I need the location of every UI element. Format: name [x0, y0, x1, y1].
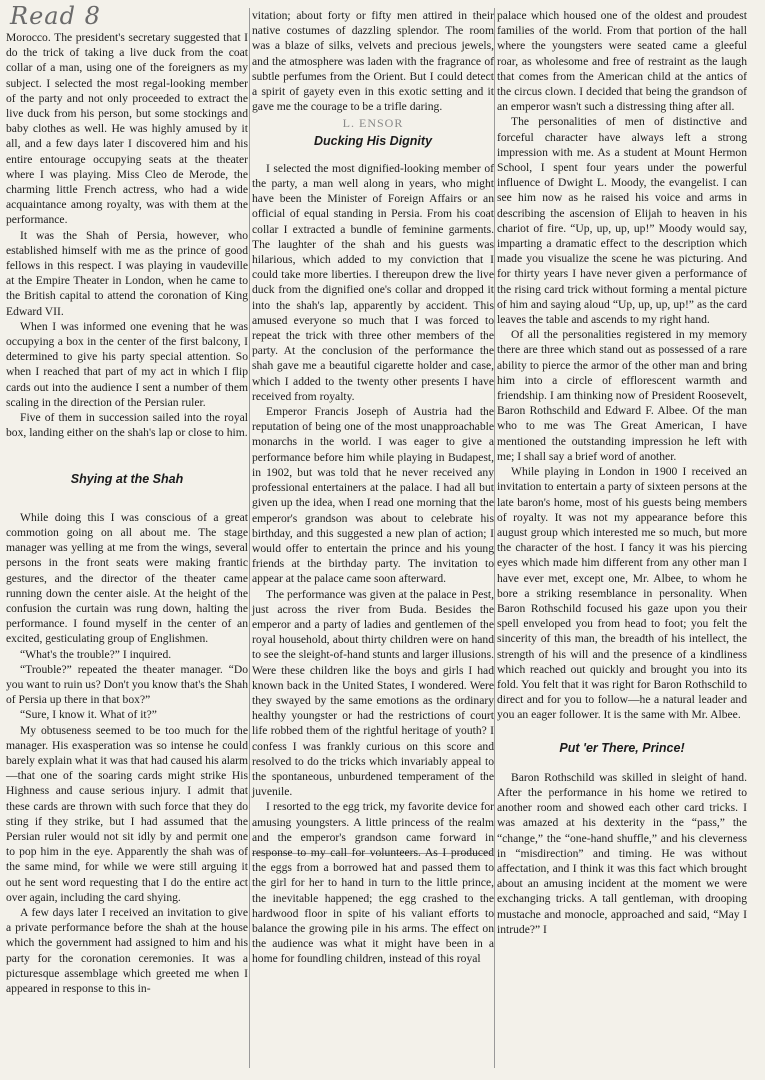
illustration-credit: L. ENSOR: [342, 116, 404, 131]
paragraph: palace which housed one of the oldest and proudest families of the world. From that portion of the hall where the youngsters were seated came a gleeful roar, as wholesome and free of restraint as the laugh that comes from the American child at the antics of the circus clown. I decided that being the grandson of an emperor wasn't such a distressing thing after all.: [497, 9, 747, 114]
handwritten-annotation: Read 8: [10, 2, 101, 30]
paragraph: Baron Rothschild was skilled in sleight of hand. After the performance in his home we retired to another room and showed each other card tricks. I was amazed at his dexterity in the “pass,” the “change,” the “one-hand shuffle,” and his cleverness in “misdirection” and timing. He was without affectation, and I think it was this fact which brought about an amusing incident at the moment we were exchanging tricks. A tall gentleman, with drooping mustache and monocle, approached and said, “May I intrude?” I: [497, 770, 747, 936]
text-column-right: [497, 8, 747, 937]
paragraph: A few days later I received an invitation to give a private performance before the shah at the house which the government had assigned to him and his party for the coronation ceremonies. It was a picturesque assemblage which greeted me when I appeared in response to this in-: [6, 905, 248, 995]
paragraph: It was the Shah of Persia, however, who established himself with me as the prince of good fellows in this respect. I was playing in vaudeville at the Empire Theater in London, when he came to the British capital to attend the coronation of King Edward VII.: [6, 228, 248, 318]
paragraph: Morocco. The president's secretary suggested that I do the trick of taking a live duck from the coat collar of a man, using one of the foreigners as my subject. I selected the most regal-looking member of the party and not only proceeded to extract the live duck from his person, but some stockings and baby clothes as well. He was highly amused by it all, and a few days later I discovered him and his entire entourage occupying seats at the theater where I was playing. Miss Cleo de Merode, the charming little French actress, who had a wide acquaintance among royalty, was with them at the performance.: [6, 31, 248, 227]
section-heading: Shying at the Shah: [70, 472, 184, 487]
paragraph: When I was informed one evening that he was occupying a box in the center of the first balcony, I determined to give his party special attention. So when I reached that part of my act in which I flip cards out into the audience I sent a number of them scaling in the direction of the Persian ruler.: [6, 319, 248, 409]
column-divider: [494, 8, 495, 1068]
paragraph: The personalities of men of distinctive and forceful character have always left a strong impression with me. As a student at Mount Hermon School, I spent four years under the powerful influence of Dwight L. Moody, the evangelist. I can see him now as he raised his voice and arms in describing the ascension of Elijah to heaven in his chariot of fire. “Up, up, up, up!” Moody would say, imparting a dramatic effect to the description which made you visualize the scene he was picturing. And for thirty years I have never given a performance of the rising card trick without forming a mental picture of him and saying aloud “Up, up, up, up!” as the card leaves the table and ascends to my right hand.: [497, 115, 747, 327]
paragraph: I selected the most dignified-looking member of the party, a man well along in years, who might have been the Minister of Foreign Affairs or an official of equal standing in Persia. From his coat collar I extracted a bundle of feminine garments. The laughter of the shah and his guests was hilarious, which added to my conviction that I could take more liberties. I thereupon drew the live duck from the dignified one's collar and dropped it into the shah's lap, apparently by accident. This amused everyone so much that I was forced to repeat the trick with three other members of the party. At the conclusion of the performance the shah gave me a beautiful cigarette holder and case, which I added to the twenty other presents I have received from royalty.: [252, 161, 494, 403]
paragraph: While doing this I was conscious of a great commotion going on all about me. The stage manager was yelling at me from the wings, several persons in the front seats were making frantic gestures, and the director of the theater came running down the center aisle. At the height of the confusion the curtain was rung down, halting the performance. I found myself in the center of an excited, gesticulating group of Englishmen.: [6, 510, 248, 646]
paragraph: Five of them in succession sailed into the royal box, landing either on the shah's lap or close to him.: [6, 411, 248, 440]
text-column-middle: [252, 8, 494, 967]
paragraph: The performance was given at the palace in Pest, just across the river from Buda. Besides the emperor and a party of ladies and gentlemen of the royal household, about thirty children were on hand to see the sleight-of-hand stunts and larger illusions. Were these children like the boys and girls I had known back in the United States, I wondered. Were they swayed by the same emotions as the ordinary healthy youngster or had the restrictions of court life robbed them of the rightful heritage of youth? I confess I was frankly curious on this score and resolved to do the tricks which invariably appeal to the spontaneous, unburdened temperament of the juvenile.: [252, 587, 494, 799]
paragraph: “What's the trouble?” I inquired.: [20, 647, 172, 661]
column-divider: [249, 8, 250, 1068]
paragraph: Emperor Francis Joseph of Austria had the reputation of being one of the most unapproachable monarchs in the world. I was eager to give a performance before him while playing in Budapest, in 1902, but was told that he never received any professional entertainers at the palace. I had all but given up the idea, when I read one morning that the emperor's grandson was about to celebrate his birthday, and this suggested a new plan of action; I would offer to entertain the prince and his young friends at the birthday party. The invitation to appear at the palace came soon afterward.: [252, 405, 494, 586]
section-heading: Put 'er There, Prince!: [559, 740, 685, 755]
paragraph: vitation; about forty or fifty men attired in their native costumes of dazzling splendor. The room was a blaze of silks, velvets and precious jewels, and the atmosphere was laden with the fragrance of subtle perfumes from the Orient. But I could detect a spirit of gayety even in this exotic setting and it gave me the courage to be a trifle daring.: [252, 9, 494, 114]
paragraph: My obtuseness seemed to be too much for the manager. His exasperation was so intense he could barely explain what it was that had caused his alarm—that one of the soaring cards might strike His Highness and cause serious injury. I admit that these cards are thrown with such force that they do sting if they strike, but I had assumed that the Persian ruler would not sit idly by and permit one to pop him in the eye. Apparently the shah was of the same mind, for while we were still arguing it out he sent word requesting that I do the entire act over again, including the card shying.: [6, 723, 248, 904]
paragraph: “Trouble?” repeated the theater manager. “Do you want to ruin us? Don't you know that's the Shah of Persia up there in that box?”: [6, 662, 248, 707]
paragraph: While playing in London in 1900 I received an invitation to entertain a party of sixteen persons at the late baron's home, most of his guests being members of royalty. It was not my appearance before this august group which interested me so much, but more the character of the host. I fancy it was his piercing eyes which made him different from any other man I have ever met, except one, Mr. Albee, to whom he bore a striking resemblance in personality. When Baron Rothschild focused his gaze upon you their spell enveloped you from head to foot; you felt the sincerity of this man, the breadth of his intellect, the strength of his will and the presence of a kindliness which reached out quickly and brought you into its fold. You felt that it was right for Baron Rothschild to direct and for you to follow—he a natural leader and you an eager follower. It is the same with Mr. Albee.: [497, 465, 747, 722]
paragraph: Of all the personalities registered in my memory there are three which stand out as possessed of a rare ability to pierce the armor of the other man and bring him into a circle of efflorescent warmth and friendship. I am thinking now of President Roosevelt, Baron Rothschild and Edward F. Albee. Of the man who to me was The Great American, I have mentioned the outstanding impression he left with me; I shall say a brief word of another.: [497, 328, 747, 463]
text-column-left: [6, 30, 248, 996]
section-heading: Ducking His Dignity: [313, 133, 433, 148]
paragraph: “Sure, I know it. What of it?”: [20, 708, 157, 722]
paragraph: I resorted to the egg trick, my favorite device for amusing youngsters. A little princess of the realm and the emperor's grandson came forward in response to my call for volunteers. As I produced the eggs from a borrowed hat and passed them to the girl for her to hand in turn to the little prince, the inevitable happened; the egg crashed to the hardwood floor in spite of his valiant efforts to balance the growing pile in his arms. The effect on the audience was what it might have been in a home for foundling children, instead of this royal: [252, 800, 494, 966]
